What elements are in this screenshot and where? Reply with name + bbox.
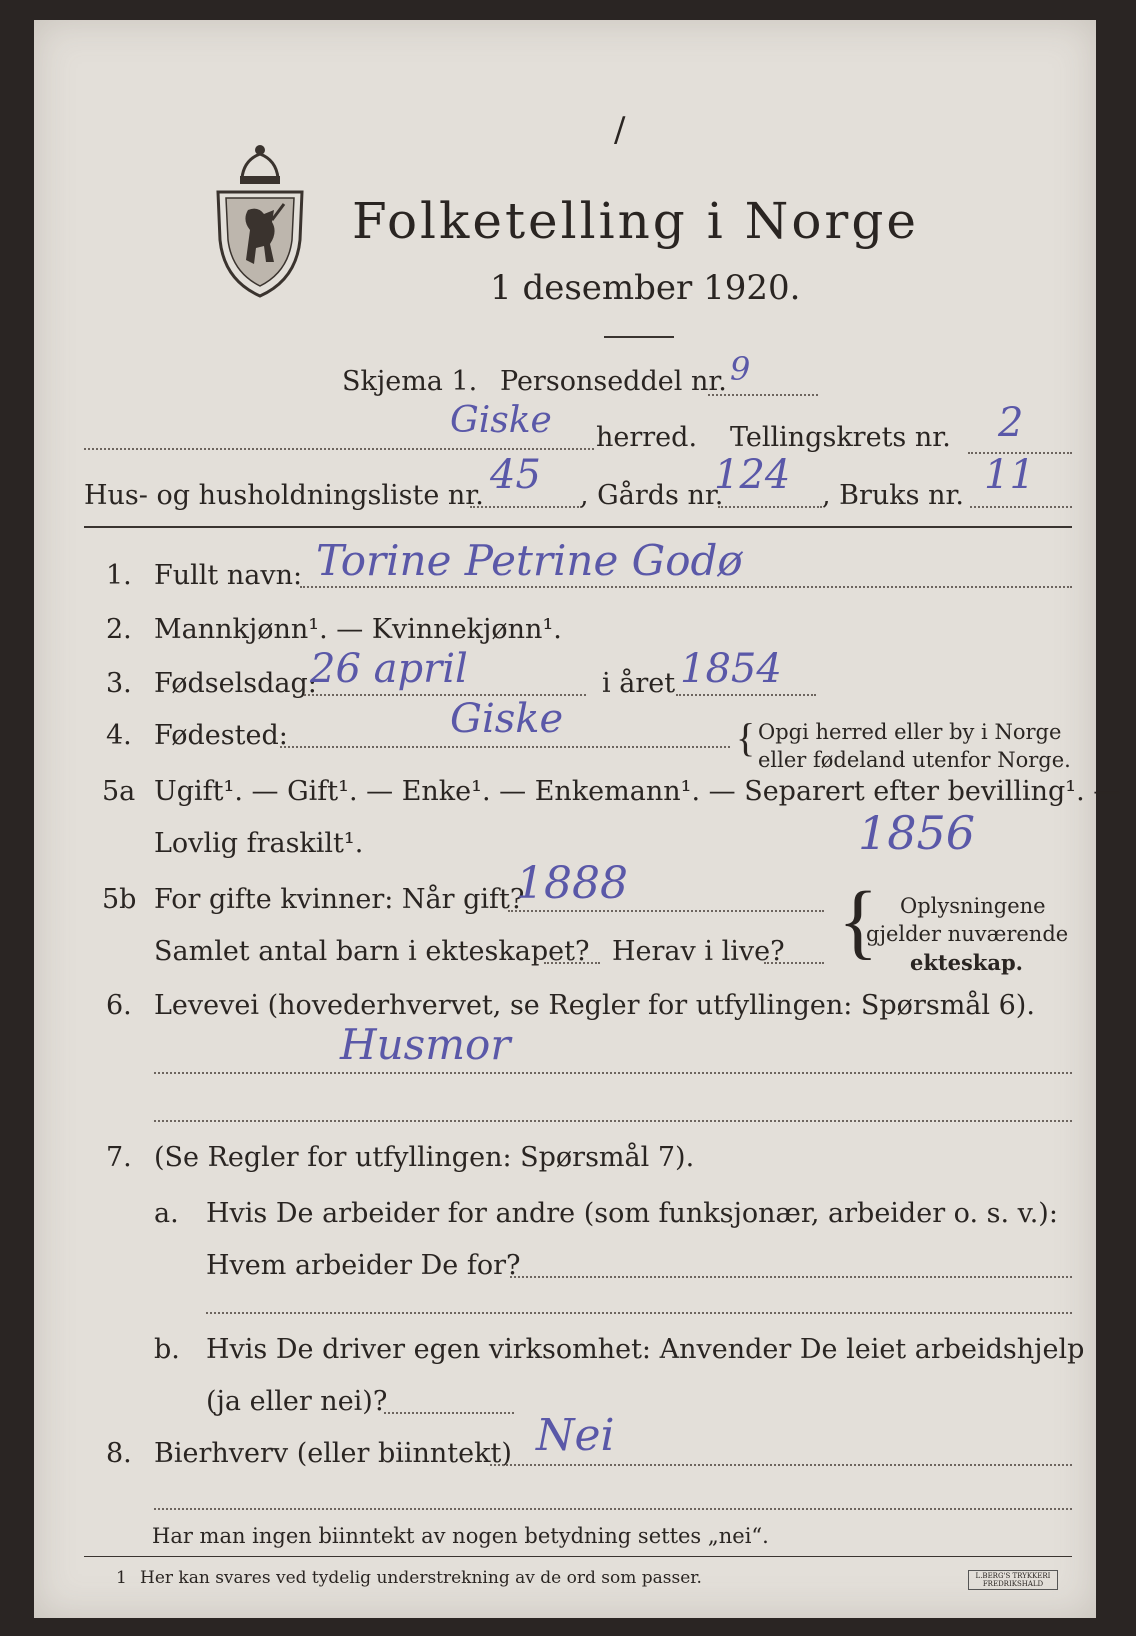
printer-stamp-text: L.BERG'S TRYKKERI FREDRIKSHALD [975, 1572, 1051, 1588]
form-title: Folketelling i Norge [352, 192, 919, 250]
section-divider [84, 526, 1072, 528]
q4-note-2: eller fødeland utenfor Norge. [758, 748, 1071, 772]
gards-label: , Gårds nr. [580, 480, 724, 511]
q5b-brace: { [838, 875, 879, 968]
q3-year-line [676, 694, 816, 696]
herred-label: herred. [596, 422, 698, 453]
q4-note-1: Opgi herred eller by i Norge [758, 720, 1062, 744]
q7b-letter: b. [154, 1334, 180, 1365]
q5b-note-1: Oplysningene [900, 894, 1046, 918]
q4-line [280, 746, 730, 748]
birthplace-value: Giske [450, 696, 564, 742]
q8-line-2 [154, 1508, 1072, 1510]
q7a-letter: a. [154, 1198, 179, 1229]
q7b-label: Hvis De driver egen virksomhet: Anvender De leiet arbeidshjelp [206, 1334, 1085, 1365]
q2-number: 2. [106, 614, 132, 645]
side-income-value: Nei [536, 1410, 615, 1461]
children-line [544, 962, 600, 964]
marital-options: Ugift¹. — Gift¹. — Enke¹. — Enkemann¹. — Separert efter bevilling¹. — [154, 776, 1121, 807]
title-divider [604, 336, 674, 338]
q8-line [490, 1464, 1072, 1466]
children-label: Samlet antal barn i ekteskapet? [154, 936, 590, 967]
herred-value: Giske [450, 400, 552, 441]
q7b-label-2: (ja eller nei)? [206, 1386, 388, 1417]
birth-year-value: 1854 [680, 646, 782, 692]
q6-line-1 [154, 1072, 1072, 1074]
q4-brace: { [736, 715, 756, 760]
q1-number: 1. [106, 560, 132, 591]
hus-label: Hus- og husholdningsliste nr. [84, 480, 484, 511]
q5b-label: For gifte kvinner: Når gift? [154, 884, 525, 915]
q3-label: Fødselsdag: [154, 668, 317, 699]
q8-number: 8. [106, 1438, 132, 1469]
marital-options-2: Lovlig fraskilt¹. [154, 828, 364, 859]
gards-value: 124 [714, 452, 791, 498]
full-name-value: Torine Petrine Godø [316, 536, 743, 585]
stray-pen-stroke: / [614, 110, 626, 150]
bruks-line [970, 506, 1072, 508]
gender-options: Mannkjønn¹. — Kvinnekjønn¹. [154, 614, 562, 645]
q1-label: Fullt navn: [154, 560, 303, 591]
q6-label: Levevei (hovederhvervet, se Regler for utfyllingen: Spørsmål 6). [154, 990, 1035, 1021]
gards-line [718, 506, 822, 508]
personseddel-value: 9 [730, 350, 751, 388]
q7a-label: Hvis De arbeider for andre (som funksjonær, arbeider o. s. v.): [206, 1198, 1058, 1229]
hus-line [470, 506, 582, 508]
q7a-label-2: Hvem arbeider De for? [206, 1250, 521, 1281]
footer-divider [84, 1556, 1072, 1557]
bruks-label: , Bruks nr. [822, 480, 965, 511]
alive-label: Herav i live? [612, 936, 785, 967]
personseddel-label: Personseddel nr. [500, 366, 727, 397]
q6-line-2 [154, 1120, 1072, 1122]
q8-label: Bierhverv (eller biinntekt) [154, 1438, 512, 1469]
q1-line [300, 586, 1072, 588]
marriage-year-value: 1888 [516, 858, 628, 909]
personseddel-line [708, 394, 818, 396]
q3-number: 3. [106, 668, 132, 699]
q7-label: (Se Regler for utfyllingen: Spørsmål 7). [154, 1142, 695, 1173]
footnote-mark: 1 [116, 1568, 127, 1588]
census-date: 1 desember 1920. [490, 268, 801, 308]
footer-note: Har man ingen biinntekt av nogen betydning settes „nei“. [152, 1524, 769, 1548]
tellingskrets-value: 2 [998, 400, 1024, 446]
q5b-note-3: ekteskap. [910, 950, 1023, 975]
footnote-text: Her kan svares ved tydelig understrekning av de ord som passer. [140, 1568, 702, 1588]
coat-of-arms-icon [212, 140, 308, 300]
margin-year-value: 1856 [858, 806, 976, 860]
q3-year-label: i året [602, 668, 676, 699]
schema-label: Skjema 1. [342, 366, 478, 397]
q7a-line-1 [510, 1276, 1072, 1278]
bruks-value: 11 [984, 452, 1035, 498]
tellingskrets-label: Tellingskrets nr. [730, 422, 951, 453]
birthday-value: 26 april [310, 646, 468, 692]
hus-value: 45 [490, 452, 541, 498]
herred-line [84, 448, 594, 450]
q7a-line-2 [206, 1312, 1072, 1314]
q6-number: 6. [106, 990, 132, 1021]
q7b-line [384, 1412, 514, 1414]
q5b-note-2: gjelder nuværende [866, 922, 1069, 946]
q5b-line [508, 910, 824, 912]
q4-number: 4. [106, 720, 132, 751]
q5b-number: 5b [102, 884, 137, 915]
alive-line [764, 962, 824, 964]
occupation-value: Husmor [340, 1020, 511, 1069]
q4-label: Fødested: [154, 720, 288, 751]
q5a-number: 5a [102, 776, 136, 807]
printer-stamp [968, 1570, 1058, 1590]
q7-number: 7. [106, 1142, 132, 1173]
